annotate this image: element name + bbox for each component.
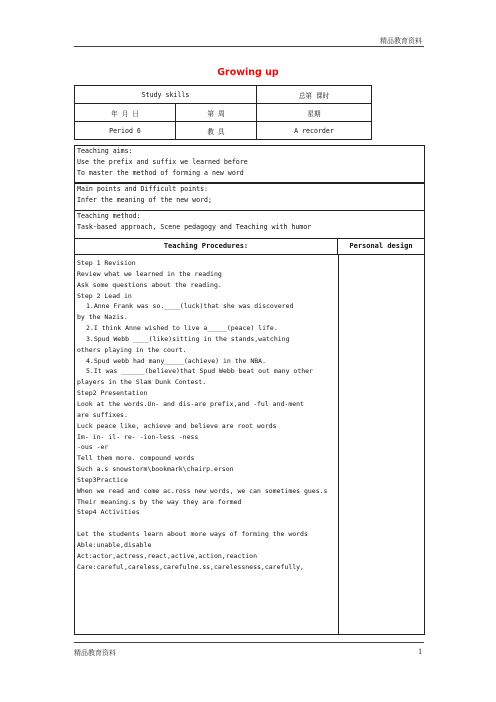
procedure-line: others playing in the court.: [77, 345, 187, 354]
text-line: To master the method of forming a new word: [77, 168, 244, 177]
teaching-method-box: [74, 210, 425, 239]
info-cell: 第 周: [176, 104, 257, 122]
procedure-line: Ask some questions about the reading.: [77, 280, 222, 289]
column-divider: [338, 254, 339, 634]
header-rule: [74, 46, 424, 47]
info-cell: A recorder: [257, 122, 372, 140]
procedure-line: Step 1 Revision: [77, 259, 136, 267]
procedure-line: Step3Practice: [77, 475, 128, 484]
procedure-line: Their meaning.s by the way they are formed: [77, 497, 242, 506]
procedure-line: Care:careful,careless,carefulne.ss,carelessness,carefully,: [77, 562, 304, 571]
teaching-aims-box: [74, 145, 425, 183]
personal-design-heading: Personal design: [349, 242, 413, 250]
text-line: Infer the meaning of the new word;: [77, 195, 212, 204]
procedure-line: by the Nazis.: [77, 313, 128, 322]
procedure-line: Review what we learned in the reading: [77, 269, 222, 278]
procedure-line: [77, 518, 335, 529]
procedure-line: Look at the words.Un- and dis-are prefix,and -ful and-ment: [77, 399, 304, 408]
procedures-heading: Teaching Procedures:: [75, 239, 338, 254]
lesson-info-table: [74, 85, 372, 140]
procedure-line: Step 2 Lead in: [77, 291, 132, 300]
page-number: 1: [418, 648, 423, 656]
procedure-line: players in the Slam Dunk Contest.: [77, 378, 207, 387]
text-line: Teaching aims:: [77, 147, 133, 155]
info-cell: 年 月 日: [75, 104, 176, 122]
text-line: Task-based approach, Scene pedagogy and Teaching with humor: [77, 222, 312, 231]
procedure-line: Im- in- il- re- -ion-less -ness: [77, 432, 199, 441]
footer-rule: [74, 642, 424, 643]
procedure-line: Such a.s snowstorm\bookmark\chairp.erson: [77, 465, 234, 474]
procedure-line: 5.It was ______(believe)that Spud Webb beat out many other: [86, 367, 313, 376]
text-line: Teaching method:: [77, 212, 141, 220]
header-label: 精品教育资料: [380, 37, 422, 45]
procedure-line: Step2 Presentation: [77, 389, 148, 398]
procedure-line: When we read and come ac.ross new words, we can sometimes gues.s: [77, 486, 328, 495]
procedure-line: 2.I think Anne wished to live a_____(peace) life.: [86, 324, 278, 333]
procedure-line: are suffixes.: [77, 410, 128, 419]
info-row: [75, 86, 372, 104]
procedures-header: [74, 238, 425, 255]
info-row: [75, 122, 372, 140]
procedure-line: Able:unable,disable: [77, 540, 152, 549]
info-cell: 总第 课时: [257, 86, 372, 104]
info-row: [75, 104, 372, 122]
procedures-body: [74, 254, 425, 635]
procedure-line: 3.Spud Webb ____(like)sitting in the stands,watching: [86, 334, 290, 343]
text-line: Main points and Difficult points:: [77, 185, 209, 193]
procedures-text: [77, 258, 335, 572]
text-line: Use the prefix and suffix we learned before: [77, 157, 248, 166]
info-cell: Period 6: [75, 122, 176, 140]
procedure-line: 1.Anne Frank was so.____(luck)that she was discovered: [86, 302, 294, 311]
procedure-line: Let the students learn about more ways of forming the words: [77, 530, 308, 539]
info-cell: Study skills: [75, 86, 257, 104]
footer-label: 精品教育资料: [74, 649, 116, 657]
procedure-line: 4.Spud webb had many_____(achieve) in the NBA.: [86, 356, 267, 365]
procedure-line: -ous -er: [77, 443, 109, 452]
procedure-line: Luck peace like, achieve and believe are root words: [77, 421, 277, 430]
info-cell: 教 具: [176, 122, 257, 140]
procedure-line: Tell them more. compound words: [77, 454, 195, 463]
document-title: Growing up: [217, 67, 279, 78]
main-points-box: [74, 183, 425, 211]
info-cell: 星期: [257, 104, 372, 122]
procedure-line: Step4 Activities: [77, 508, 140, 517]
procedure-line: Act:actor,actress,react,active,action,reaction: [77, 551, 258, 560]
